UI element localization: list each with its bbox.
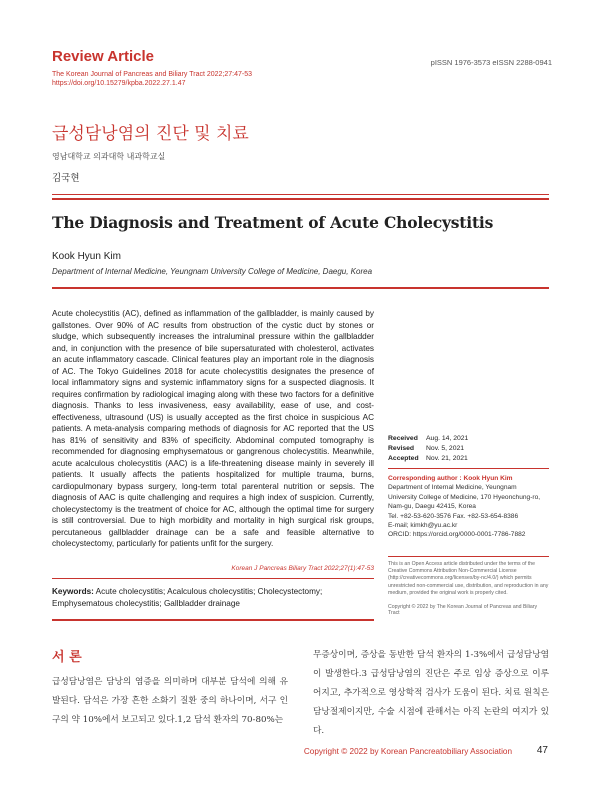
body-column-left: 급성담낭염은 담낭의 염증을 의미하며 대부분 담석에 의해 유발된다. 담석은 가장 흔한 소화기 질환 중의 하나이며, 서구 인구의 약 10%에서 보고되고 있다.1,2 담석 환자의 70-80%는 — [52, 677, 288, 725]
divider — [52, 198, 549, 200]
corresponding-author-heading: Corresponding author : Kook Hyun Kim — [388, 475, 513, 482]
english-title: The Diagnosis and Treatment of Acute Cholecystitis — [52, 213, 494, 232]
corr-line: Tel. +82-53-620-3576 Fax. +82-53-654-8386 — [388, 512, 519, 520]
journal-citation: The Korean Journal of Pancreas and Biliary Tract 2022;27:47-53 — [52, 71, 253, 78]
section-heading: 서 론 — [52, 650, 82, 665]
article-header — [52, 48, 552, 87]
divider — [52, 578, 374, 579]
english-author: Kook Hyun Kim — [52, 251, 121, 262]
korean-author: 김국현 — [52, 173, 80, 184]
abstract-text: Acute cholecystitis (AC), defined as inflammation of the gallbladder, is mainly caused by gallstones. Over 90% of AC results from obstruction of the cystic duct by stones or sludge, which subsequently increases the intraluminal pressure within the gallbladder and, in conjunction with the presence of bile supersaturated with cholesterol, activates an acute inflammatory cascade. Clinical features play an important role in the diagnosis of AC. The Tokyo Guidelines 2018 for acute cholecystitis designates the presence of local inflammatory signs and systemic inflammatory signs for a suspected diagnosis. It requires confirmation by radiological imaging along with these two factors for a definitive diagnosis. Thanks to less invasiveness, easy availability, ease of use, and cost-effectiveness, ultrasound (US) is usually accepted as the first choice in suspicious AC patients. A meta-analysis comparing methods of diagnosis for AC reported that the US has 81% of sensitivity and 83% of specificity. Abdominal computed tomography is recommended for diagnosing emphysematous or gangrenous cholecystitis. Meanwhile, acute acalculous cholecystitis (AAC) is a life-threatening disease mainly in severely ill patients. It usually affects the patients hospitalized for multiple trauma, burns, cardiopulmonary bypass surgery, long-term total parenteral nutrition or sepsis. The diagnosis of AAC is quite challenging and requires a high index of suspicion. Currently, cholecystectomy is the treatment of choice for AC, although the optimal time for surgery is still controversial. Due to high morbidity and mortality in high surgical risk groups, percutaneous gallbladder drainage can be a safe and feasible alternative to cholecystectomy, particularly for patients unfit for the surgery. — [52, 309, 374, 548]
journal-copyright: Copyright © 2022 by The Korean Journal of Pancreas and Biliary Tract — [388, 604, 538, 616]
divider — [52, 194, 549, 195]
divider — [388, 556, 549, 557]
received-label: Received — [388, 435, 418, 442]
footer-copyright: Copyright © 2022 by Korean Pancreatobiliary Association — [303, 747, 512, 756]
english-affiliation: Department of Internal Medicine, Yeungnam University College of Medicine, Daegu, Korea — [52, 267, 373, 276]
article-type-label: Review Article — [52, 48, 154, 65]
corresponding-author — [388, 474, 549, 540]
corr-line: University College of Medicine, 170 Hyeonchung-ro, — [388, 493, 541, 501]
corr-line: Nam-gu, Daegu 42415, Korea — [388, 503, 476, 511]
divider — [388, 468, 549, 469]
body-column-right: 무증상이며, 증상을 동반한 담석 환자의 1-3%에서 급성담낭염이 발생한다.3 급성담낭염의 진단은 주로 임상 증상으로 이루어지고, 추가적으로 영상학적 검사가 도움이 된다. 치료 원칙은 담낭절제이지만, 수술 시점에 관해서는 아직 논란의 여지가 있다. — [313, 650, 549, 736]
open-access-notice: This is an Open Access article distributed under the terms of the Creative Commons Attribution Non-Commercial License (http://creativecommons.org/licenses/by-nc/4.0/) which permits unrestricted non-commercial use, distribution, and reproduction in any medium, provided the original work is properly cited. — [388, 561, 549, 596]
issn-numbers: pISSN 1976-3573 eISSN 2288-0941 — [430, 58, 552, 67]
divider — [52, 287, 549, 289]
corr-orcid[interactable]: ORCID: https://orcid.org/0000-0001-7786-7882 — [388, 531, 526, 539]
article-dates — [388, 434, 549, 464]
korean-affiliation: 영남대학교 의과대학 내과학교실 — [52, 152, 166, 161]
corr-line: Department of Internal Medicine, Yeungnam — [388, 484, 517, 492]
keywords — [52, 586, 374, 610]
keywords-label: Keywords: — [52, 587, 94, 596]
korean-title: 급성담낭염의 진단 및 치료 — [52, 124, 249, 144]
page-number: 47 — [536, 745, 548, 756]
divider — [52, 619, 374, 621]
corr-email[interactable]: E-mail; kimkh@yu.ac.kr — [388, 522, 458, 530]
doi-link[interactable]: https://doi.org/10.15279/kpba.2022.27.1.47 — [52, 80, 186, 87]
revised-date: Nov. 5, 2021 — [426, 445, 465, 452]
abstract-citation: Korean J Pancreas Biliary Tract 2022;27(1):47-53 — [231, 565, 374, 572]
received-date: Aug. 14, 2021 — [426, 435, 469, 442]
accepted-label: Accepted — [388, 455, 419, 462]
accepted-date: Nov. 21, 2021 — [426, 455, 468, 462]
keywords-list: Acute cholecystitis; Acalculous cholecystitis; Cholecystectomy; Emphysematous cholecystitis; Gallbladder drainage — [52, 587, 323, 608]
revised-label: Revised — [388, 445, 415, 452]
